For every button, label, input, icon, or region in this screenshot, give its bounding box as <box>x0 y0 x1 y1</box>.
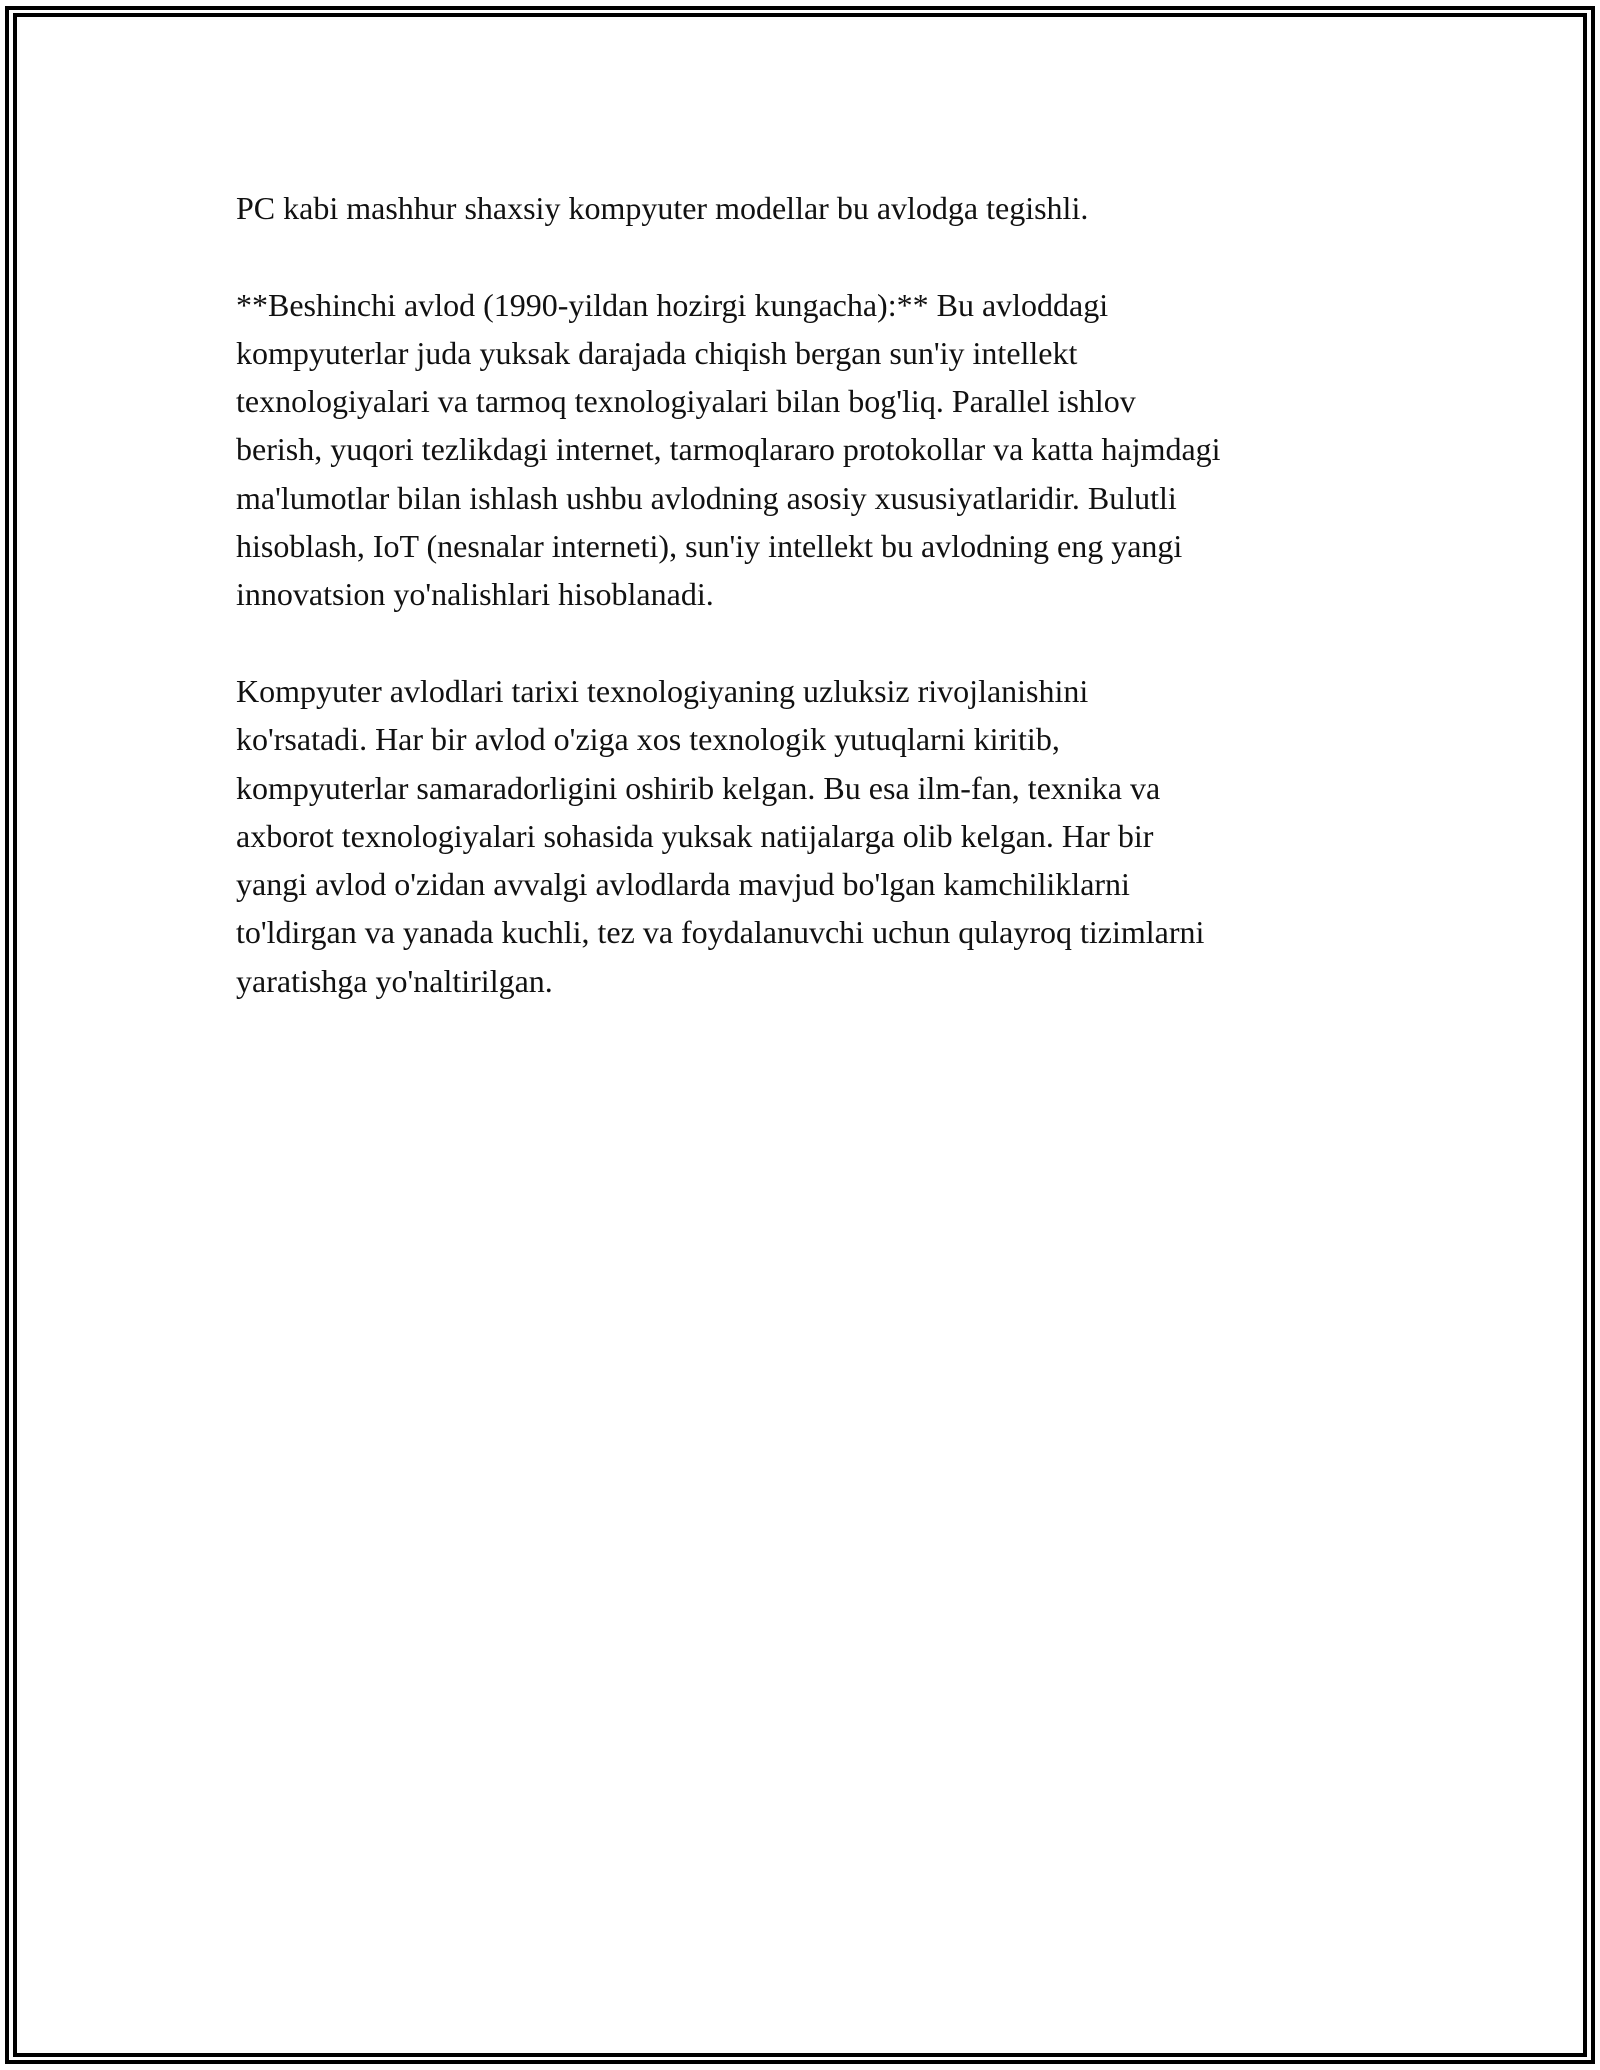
paragraph-generations-summary: Kompyuter avlodlari tarixi texnologiyaning uzluksiz rivojlanishini ko'rsatadi. Har bir avlod o'ziga xos texnologik yutuqlarni kiritib, kompyuterlar samaradorligini oshirib kelgan. Bu esa ilm-fan, texnika va axborot texnologiyalari sohasida yuksak natijalarga olib kelgan. Har bir yangi avlod o'zidan avvalgi avlodlarda mavjud bo'lgan kamchiliklarni to'ldirgan va yanada kuchli, tez va foydalanuvchi uchun qulayroq tizimlarni yaratishga yo'naltirilgan. <box>236 672 1205 999</box>
paragraph-pc-models: PC kabi mashhur shaxsiy kompyuter modellar bu avlodga tegishli. <box>236 190 1089 226</box>
paragraph-fifth-generation: **Beshinchi avlod (1990-yildan hozirgi kungacha):** Bu avloddagi kompyuterlar juda yuksak darajada chiqish bergan sun'iy intellekt texnologiyalari va tarmoq texnologiyalari bilan bog'liq. Parallel ishlov berish, yuqori tezlikdagi internet, tarmoqlararo protokollar va katta hajmdagi ma'lumotlar bilan ishlash ushbu avlodning asosiy xususiyatlaridir. Bulutli hisoblash, IoT (nesnalar interneti), sun'iy intellekt bu avlodning eng yangi innovatsion yo'nalishlari hisoblanadi. <box>236 286 1221 613</box>
document-body <box>236 184 1376 1005</box>
